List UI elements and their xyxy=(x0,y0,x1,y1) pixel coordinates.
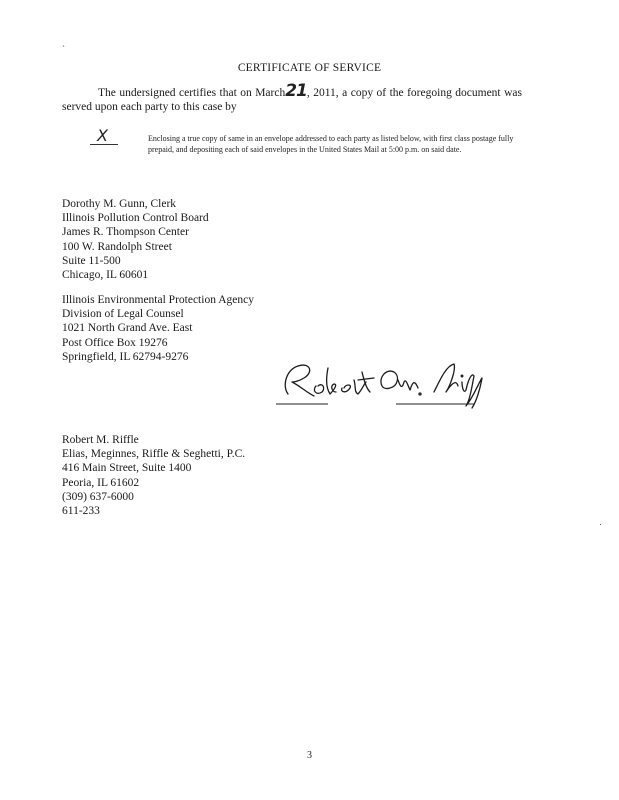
page-number: 3 xyxy=(307,750,312,761)
sender-name: Robert M. Riffle xyxy=(62,434,139,446)
certification-text-start: The undersigned certifies that on March xyxy=(98,87,286,99)
sender-phone: (309) 637-6000 xyxy=(62,490,134,503)
sender-file-number: 611-233 xyxy=(62,505,100,518)
handwritten-date: 21 xyxy=(285,81,307,101)
address-line: Suite 11-500 xyxy=(62,254,121,267)
address-line: 416 Main Street, Suite 1400 xyxy=(62,462,192,475)
address-line: Division of Legal Counsel xyxy=(62,308,184,321)
recipient-address-clerk xyxy=(62,197,209,282)
service-method-checkmark: X xyxy=(97,126,108,145)
address-line: Illinois Environmental Protection Agency xyxy=(62,294,254,306)
address-line: Illinois Pollution Control Board xyxy=(62,212,209,225)
checkmark-underline xyxy=(90,144,118,145)
sender-address xyxy=(62,433,245,518)
stray-mark: ` xyxy=(62,44,65,54)
address-line: 1021 North Grand Ave. East xyxy=(62,322,193,335)
page-title: CERTIFICATE OF SERVICE xyxy=(237,62,382,74)
certification-paragraph xyxy=(62,81,522,114)
address-line: Peoria, IL 61602 xyxy=(62,476,140,489)
recipient-address-epa xyxy=(62,293,254,364)
address-line: Post Office Box 19276 xyxy=(62,336,168,349)
address-line: Springfield, IL 62794-9276 xyxy=(62,350,189,363)
address-line: Chicago, IL 60601 xyxy=(62,269,149,282)
address-line: James R. Thompson Center xyxy=(62,226,189,239)
handwritten-signature xyxy=(270,356,490,412)
scan-artifact xyxy=(600,524,601,525)
certification-text-end: , 2011, a copy of the foregoing document was served upon each party to this case by xyxy=(62,87,522,113)
address-line: 100 W. Randolph Street xyxy=(62,240,172,253)
service-method-description: Enclosing a true copy of same in an envelope addressed to each party as listed below, with first class postage fully prepaid, and depositing each of said envelopes in the United States Mail at 5:00 p.m. on said date. xyxy=(148,134,514,154)
sender-firm: Elias, Meginnes, Riffle & Seghetti, P.C. xyxy=(62,448,246,461)
address-line: Dorothy M. Gunn, Clerk xyxy=(62,198,177,210)
